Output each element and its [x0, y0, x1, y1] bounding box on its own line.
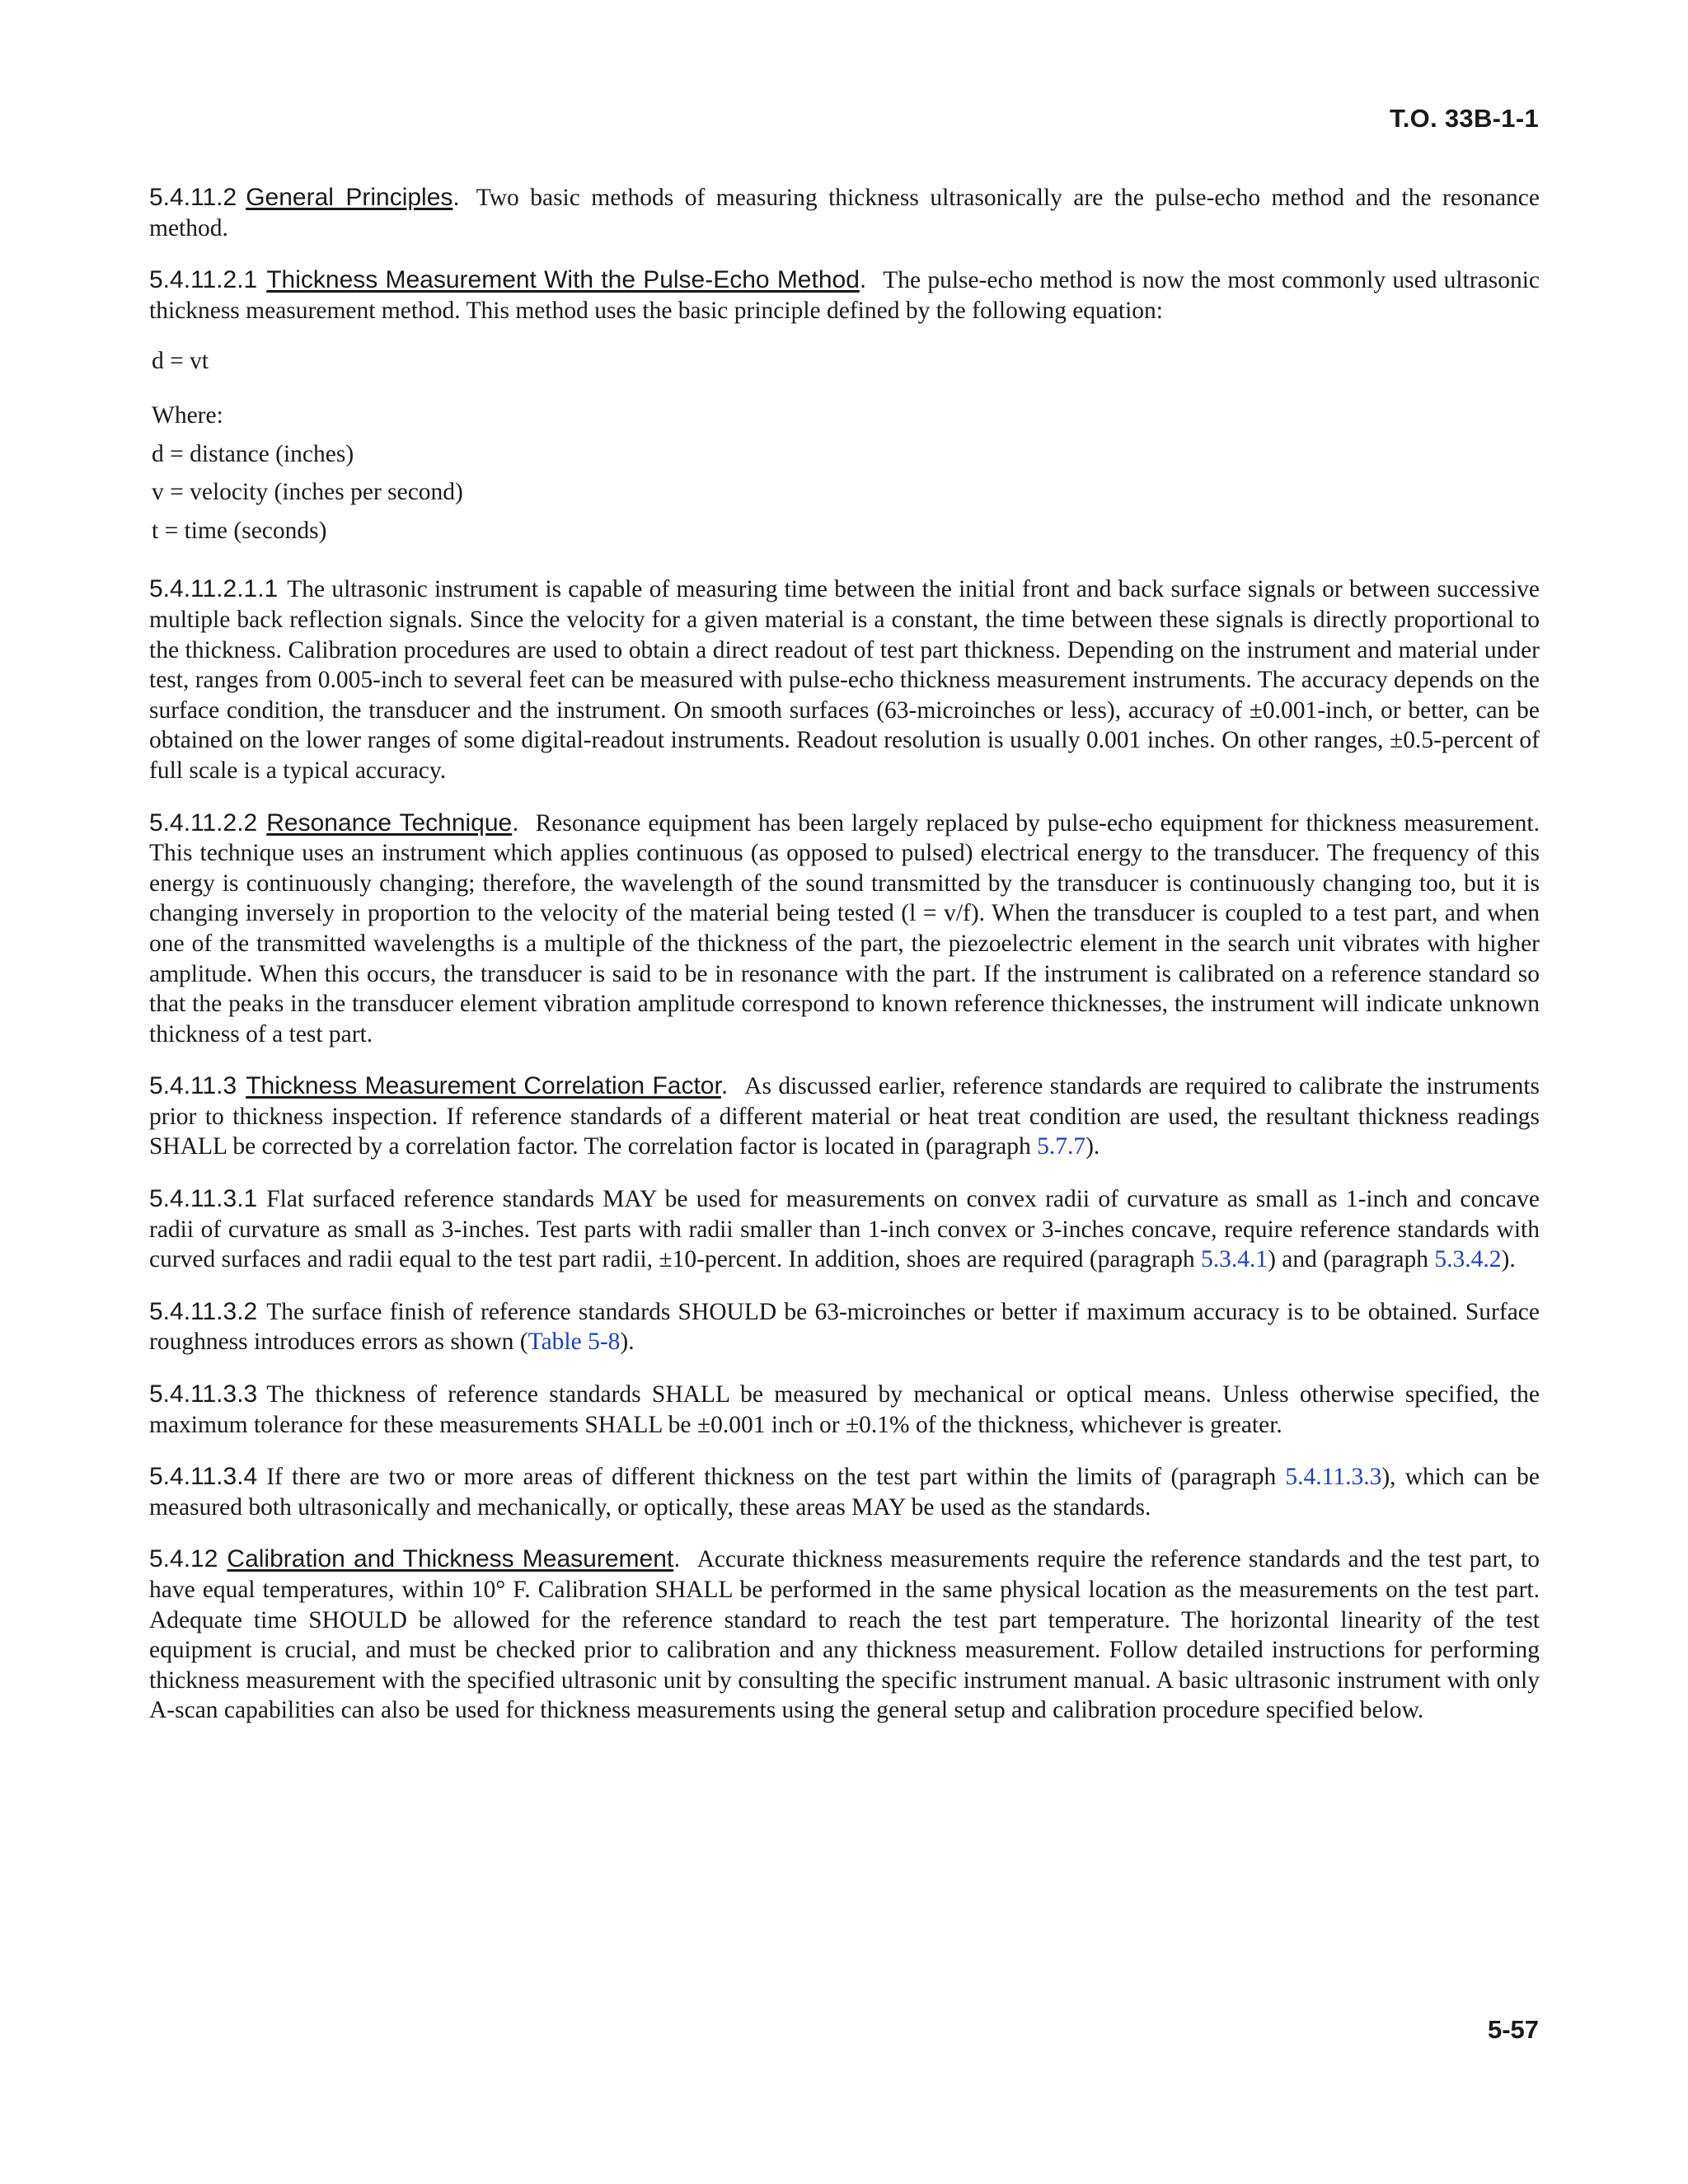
- paragraph-5-4-11-2-1: 5.4.11.2.1 Thickness Measurement With the Pulse-Echo Method. The pulse-echo method is now the most commonly used ultrasonic thickness measurement method. This method uses the basic principle defined by the following equation:: [149, 266, 1540, 324]
- link-5-3-4-2[interactable]: 5.3.4.2: [1434, 1246, 1502, 1273]
- paragraph-number: 5.4.11.3.1: [149, 1185, 258, 1213]
- paragraph-text: Resonance equipment has been largely replaced by pulse-echo equipment for thickness measurement. This technique uses an instrument which applies continuous (as opposed to pulsed) electrical energy to the transducer. The frequency of this energy is continuously changing; therefore, the wavelength of the sound transmitted by the transducer is continuously changing too, but it is changing inversely in proportion to the velocity of the material being tested (l = v/f). When the transducer is coupled to a test part, and when one of the transmitted wavelengths is a multiple of the thickness of the part, the piezoelectric element in the search unit vibrates with higher amplitude. When this occurs, the transducer is said to be in resonance with the part. If the instrument is calibrated on a reference standard so that the peaks in the transducer element vibration amplitude correspond to known reference thicknesses, the instrument will indicate unknown thickness of a test part.: [149, 809, 1540, 1047]
- paragraph-text: If there are two or more areas of different thickness on the test part within the limits of (paragraph: [266, 1464, 1286, 1491]
- paragraph-5-4-11-3-1: [149, 1184, 1540, 1275]
- paragraph-number: 5.4.11.3.3: [149, 1380, 258, 1408]
- paragraph-text: Accurate thickness measurements require the reference standards and the test part, to have equal temperatures, within 10° F. Calibration SHALL be performed in the same physical location as the measurements on the test part. Adequate time SHOULD be allowed for the reference standard to reach the test part temperature. The horizontal linearity of the test equipment is crucial, and must be checked prior to calibration and any thickness measurement. Follow detailed instructions for performing thickness measurement with the specified ultrasonic unit by consulting the specific instrument manual. A basic ultrasonic instrument with only A-scan capabilities can also be used for thickness measurements using the general setup and calibration procedure specified below.: [149, 1546, 1540, 1724]
- paragraph-5-4-11-3: 5.4.11.3 Thickness Measurement Correlation Factor. As discussed earlier, reference standards are required to calibrate the instruments prior to thickness inspection. If reference standards of a different material or heat treat condition are used, the resultant thickness readings SHALL be corrected by a correlation factor. The correlation factor is located in (paragraph 5.7.7).: [149, 1072, 1540, 1160]
- where-item-time: t = time (seconds): [152, 517, 327, 544]
- paragraph-text: The surface finish of reference standards SHOULD be 63-microinches or better if maximum accuracy is to be obtained. Surface roughness introduces errors as shown (: [149, 1298, 1540, 1356]
- paragraph-5-4-11-2-1-1: [149, 574, 1540, 785]
- paragraph-5-4-11-2-2: 5.4.11.2.2 Resonance Technique. Resonance equipment has been largely replaced by pulse-echo equipment for thickness measurement. This technique uses an instrument which applies continuous (as opposed to pulsed) electrical energy to the transducer. The frequency of this energy is continuously changing; therefore, the wavelength of the sound transmitted by the transducer is continuously changing too, but it is changing inversely in proportion to the velocity of the material being tested (l = v/f). When the transducer is coupled to a test part, and when one of the transmitted wavelengths is a multiple of the thickness of the part, the piezoelectric element in the search unit vibrates with higher amplitude. When this occurs, the transducer is said to be in resonance with the part. If the instrument is calibrated on a reference standard so that the peaks in the transducer element vibration amplitude correspond to known reference thicknesses, the instrument will indicate unknown thickness of a test part.: [149, 808, 1540, 1047]
- paragraph-number: 5.4.11.2: [149, 184, 237, 211]
- paragraph-mid: ) and (paragraph: [1268, 1246, 1435, 1273]
- where-block: [152, 396, 1540, 550]
- equation: d = vt: [152, 348, 209, 375]
- paragraph-number: 5.4.11.2.1: [149, 266, 258, 294]
- page-content: [149, 183, 1540, 1748]
- paragraph-5-4-11-2: 5.4.11.2 General Principles. Two basic methods of measuring thickness ultrasonically are the pulse-echo method and the resonance method.: [149, 184, 1540, 241]
- paragraph-tail: ).: [620, 1329, 635, 1356]
- paragraph-text: The ultrasonic instrument is capable of measuring time between the initial front and back surface signals or between successive multiple back reflection signals. Since the velocity for a given material is a constant, the time between these signals is directly proportional to the thickness. Calibration procedures are used to obtain a direct readout of test part thickness. Depending on the instrument and material under test, ranges from 0.005-inch to several feet can be measured with pulse-echo thickness measurement instruments. The accuracy depends on the surface condition, the transducer and the instrument. On smooth surfaces (63-microinches or less), accuracy of ±0.001-inch, or better, can be obtained on the lower ranges of some digital-readout instruments. Readout resolution is usually 0.001 inches. On other ranges, ±0.5-percent of full scale is a typical accuracy.: [149, 576, 1540, 784]
- paragraph-5-4-12: 5.4.12 Calibration and Thickness Measurement. Accurate thickness measurements require the reference standards and the test part, to have equal temperatures, within 10° F. Calibration SHALL be performed in the same physical location as the measurements on the test part. Adequate time SHOULD be allowed for the reference standard to reach the test part temperature. The horizontal linearity of the test equipment is crucial, and must be checked prior to calibration and any thickness measurement. Follow detailed instructions for performing thickness measurement with the specified ultrasonic unit by consulting the specific instrument manual. A basic ultrasonic instrument with only A-scan capabilities can also be used for thickness measurements using the general setup and calibration procedure specified below.: [149, 1545, 1540, 1724]
- paragraph-number: 5.4.11.3.2: [149, 1297, 258, 1325]
- link-table-5-8[interactable]: Table 5-8: [528, 1329, 621, 1356]
- paragraph-number: 5.4.11.3: [149, 1072, 237, 1100]
- paragraph-number: 5.4.12: [149, 1545, 218, 1573]
- where-item-velocity: v = velocity (inches per second): [152, 479, 463, 506]
- paragraph-5-4-11-3-2: [149, 1297, 1540, 1357]
- paragraph-title: Thickness Measurement With the Pulse-Echo Method: [266, 266, 860, 294]
- paragraph-5-4-11-3-3: [149, 1380, 1540, 1440]
- paragraph-tail: ).: [1085, 1133, 1100, 1160]
- paragraph-text: Two basic methods of measuring thickness ultrasonically are the pulse-echo method and the resonance method.: [149, 185, 1540, 241]
- paragraph-number: 5.4.11.3.4: [149, 1463, 258, 1491]
- paragraph-5-4-11-3-4: [149, 1462, 1540, 1522]
- paragraph-text: Flat surfaced reference standards MAY be used for measurements on convex radii of curvature as small as 1-inch and concave radii of curvature as small as 3-inches. Test parts with radii smaller than 1-inch convex or 3-inches concave, require reference standards with curved surfaces and radii equal to the test part radii, ±10-percent. In addition, shoes are required (paragraph: [149, 1186, 1540, 1273]
- where-label: Where:: [152, 402, 223, 429]
- paragraph-number: 5.4.11.2.1.1: [149, 575, 279, 603]
- paragraph-text: The thickness of reference standards SHALL be measured by mechanical or optical means. Unless otherwise specified, the maximum tolerance for these measurements SHALL be ±0.001 inch or ±0.1% of the thickness, whichever is greater.: [149, 1381, 1540, 1438]
- link-5-4-11-3-3[interactable]: 5.4.11.3.3: [1285, 1464, 1382, 1491]
- paragraph-number: 5.4.11.2.2: [149, 808, 258, 837]
- paragraph-title: Calibration and Thickness Measurement: [227, 1545, 674, 1573]
- link-5-7-7[interactable]: 5.7.7: [1037, 1133, 1086, 1160]
- paragraph-text: As discussed earlier, reference standards are required to calibrate the instruments prior to thickness inspection. If reference standards of a different material or heat treat condition are used, the resultant thickness readings SHALL be corrected by a correlation factor. The correlation factor is located in (paragraph: [149, 1073, 1540, 1160]
- paragraph-tail: ).: [1501, 1246, 1516, 1273]
- link-5-3-4-1[interactable]: 5.3.4.1: [1200, 1246, 1268, 1273]
- page-number: 5-57: [1487, 2015, 1539, 2044]
- paragraph-title: Resonance Technique: [266, 808, 513, 837]
- paragraph-text: The pulse-echo method is now the most commonly used ultrasonic thickness measurement method. This method uses the basic principle defined by the following equation:: [149, 267, 1540, 324]
- where-item-distance: d = distance (inches): [152, 440, 354, 467]
- paragraph-title: General Principles: [246, 184, 453, 211]
- paragraph-tail: ), which can be measured both ultrasonically and mechanically, or optically, these areas MAY be used as the standards.: [149, 1464, 1540, 1521]
- paragraph-title: Thickness Measurement Correlation Factor: [246, 1072, 721, 1100]
- document-header: T.O. 33B-1-1: [1389, 104, 1539, 133]
